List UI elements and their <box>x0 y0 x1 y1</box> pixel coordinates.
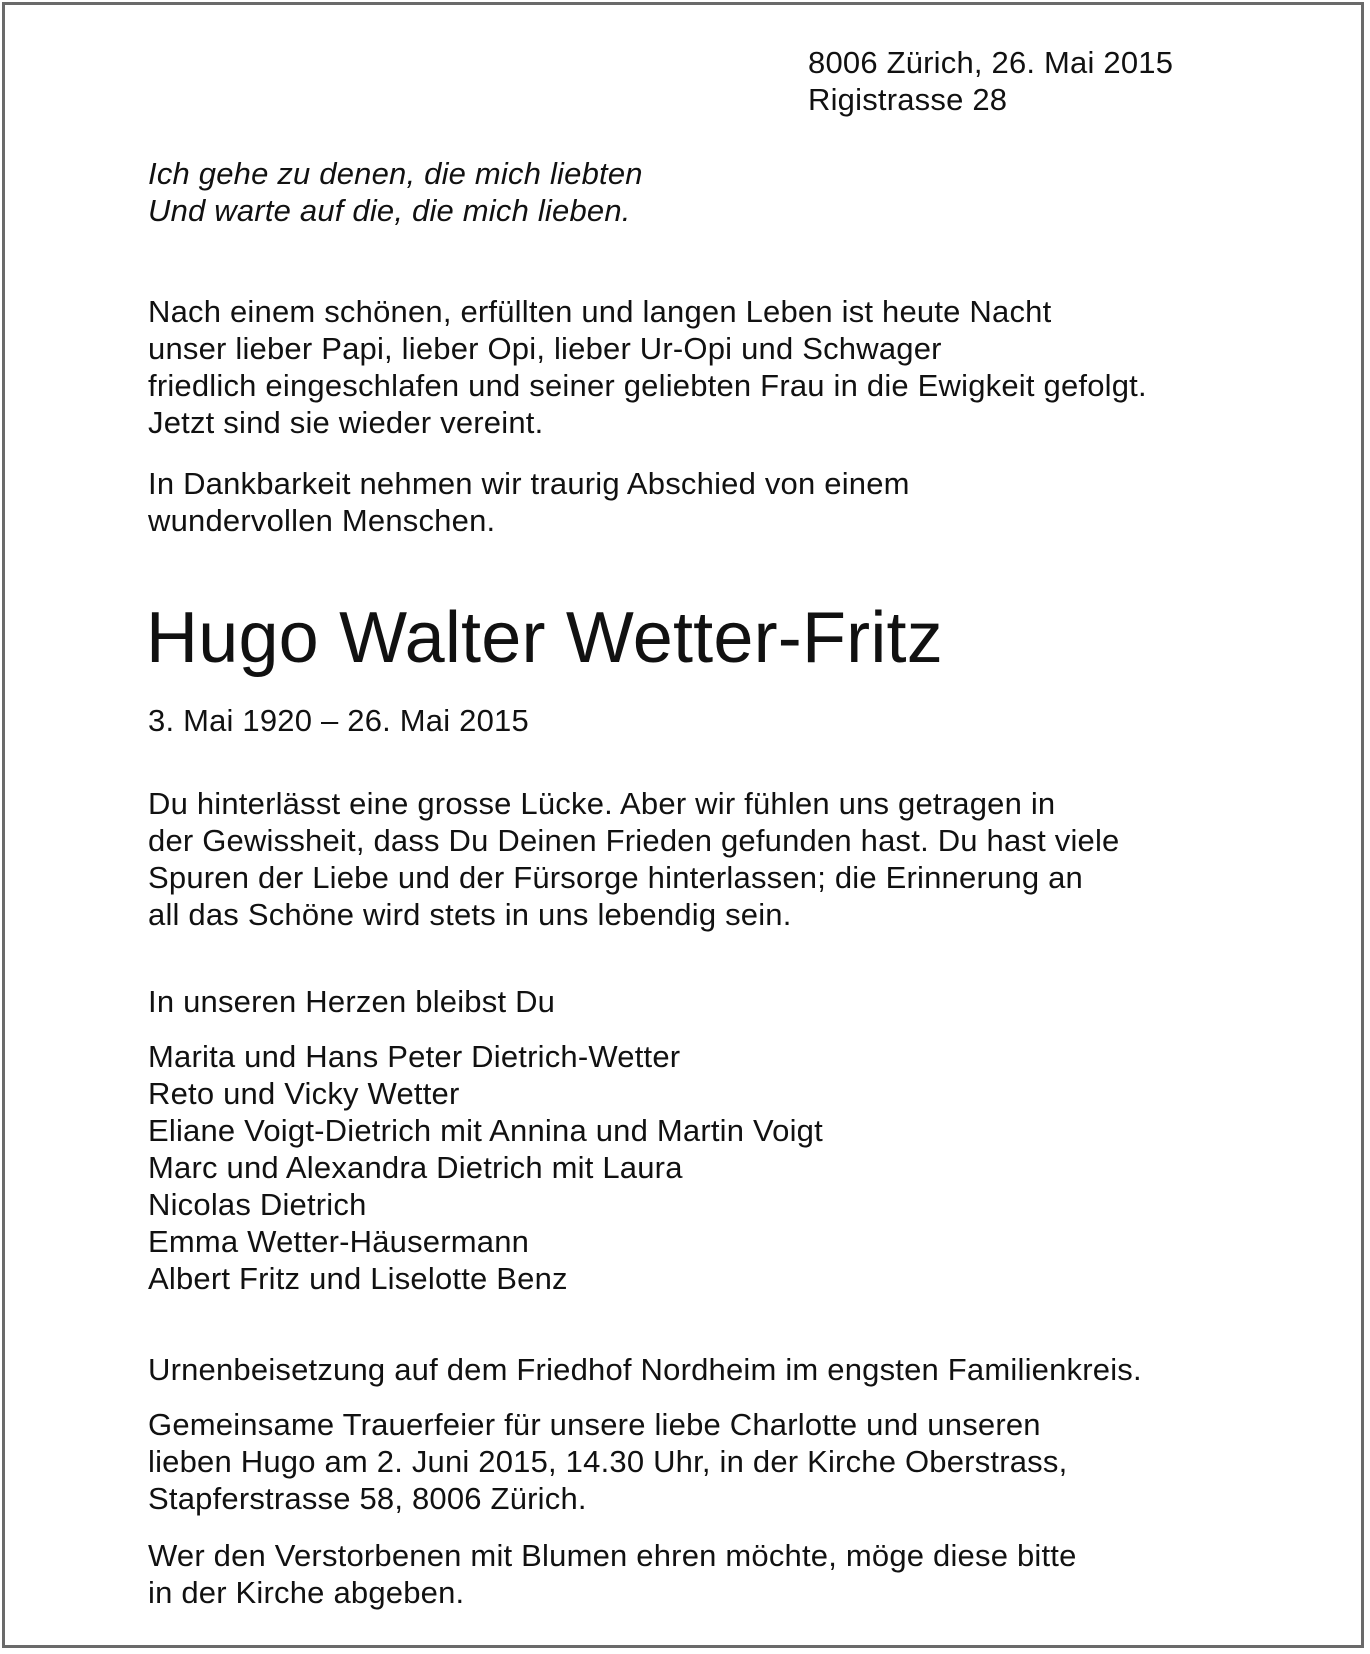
service-line: Stapferstrasse 58, 8006 Zürich. <box>148 1481 587 1516</box>
flowers-notice <box>148 1537 1077 1611</box>
mourner-entry: Emma Wetter-Häusermann <box>148 1224 530 1259</box>
motto-line: Und warte auf die, die mich lieben. <box>148 193 631 228</box>
flowers-line: Wer den Verstorbenen mit Blumen ehren möchte, möge diese bitte <box>148 1538 1077 1573</box>
gratitude-line: In Dankbarkeit nehmen wir traurig Abschied von einem <box>148 466 910 501</box>
motto-quote <box>148 155 643 229</box>
tribute-line: Du hinterlässt eine grosse Lücke. Aber wir fühlen uns getragen in <box>148 786 1056 821</box>
mourner-entry: Nicolas Dietrich <box>148 1187 367 1222</box>
hearts-line: In unseren Herzen bleibst Du <box>148 984 556 1019</box>
memorial-service-notice <box>148 1406 1067 1517</box>
mourner-entry: Marita und Hans Peter Dietrich-Wetter <box>148 1039 681 1074</box>
tribute-line: all das Schöne wird stets in uns lebendig sein. <box>148 897 792 932</box>
mourner-entry: Marc und Alexandra Dietrich mit Laura <box>148 1150 683 1185</box>
street-address: Rigistrasse 28 <box>808 82 1008 117</box>
deceased-name: Hugo Walter Wetter-Fritz <box>146 598 943 678</box>
intro-paragraph <box>148 293 1147 441</box>
tribute-paragraph <box>148 785 1120 933</box>
mourner-entry: Eliane Voigt-Dietrich mit Annina und Martin Voigt <box>148 1113 823 1148</box>
mourner-entry: Reto und Vicky Wetter <box>148 1076 460 1111</box>
intro-line: friedlich eingeschlafen und seiner geliebten Frau in die Ewigkeit gefolgt. <box>148 368 1147 403</box>
service-line: Gemeinsame Trauerfeier für unsere liebe Charlotte und unseren <box>148 1407 1041 1442</box>
tribute-line: Spuren der Liebe und der Fürsorge hinterlassen; die Erinnerung an <box>148 860 1083 895</box>
mourners-list <box>148 1038 823 1297</box>
mourner-entry: Albert Fritz und Liselotte Benz <box>148 1261 568 1296</box>
intro-line: unser lieber Papi, lieber Opi, lieber Ur-Opi und Schwager <box>148 331 942 366</box>
motto-line: Ich gehe zu denen, die mich liebten <box>148 156 643 191</box>
tribute-line: der Gewissheit, dass Du Deinen Frieden gefunden hast. Du hast viele <box>148 823 1120 858</box>
burial-notice: Urnenbeisetzung auf dem Friedhof Nordheim im engsten Familienkreis. <box>148 1352 1142 1387</box>
intro-line: Nach einem schönen, erfüllten und langen Leben ist heute Nacht <box>148 294 1052 329</box>
header-address <box>808 44 1173 118</box>
flowers-line: in der Kirche abgeben. <box>148 1575 465 1610</box>
service-line: lieben Hugo am 2. Juni 2015, 14.30 Uhr, in der Kirche Oberstrass, <box>148 1444 1068 1479</box>
gratitude-line: wundervollen Menschen. <box>148 503 496 538</box>
location-date: 8006 Zürich, 26. Mai 2015 <box>808 45 1174 80</box>
intro-line: Jetzt sind sie wieder vereint. <box>148 405 544 440</box>
gratitude-paragraph <box>148 465 910 539</box>
life-dates: 3. Mai 1920 – 26. Mai 2015 <box>148 703 529 738</box>
